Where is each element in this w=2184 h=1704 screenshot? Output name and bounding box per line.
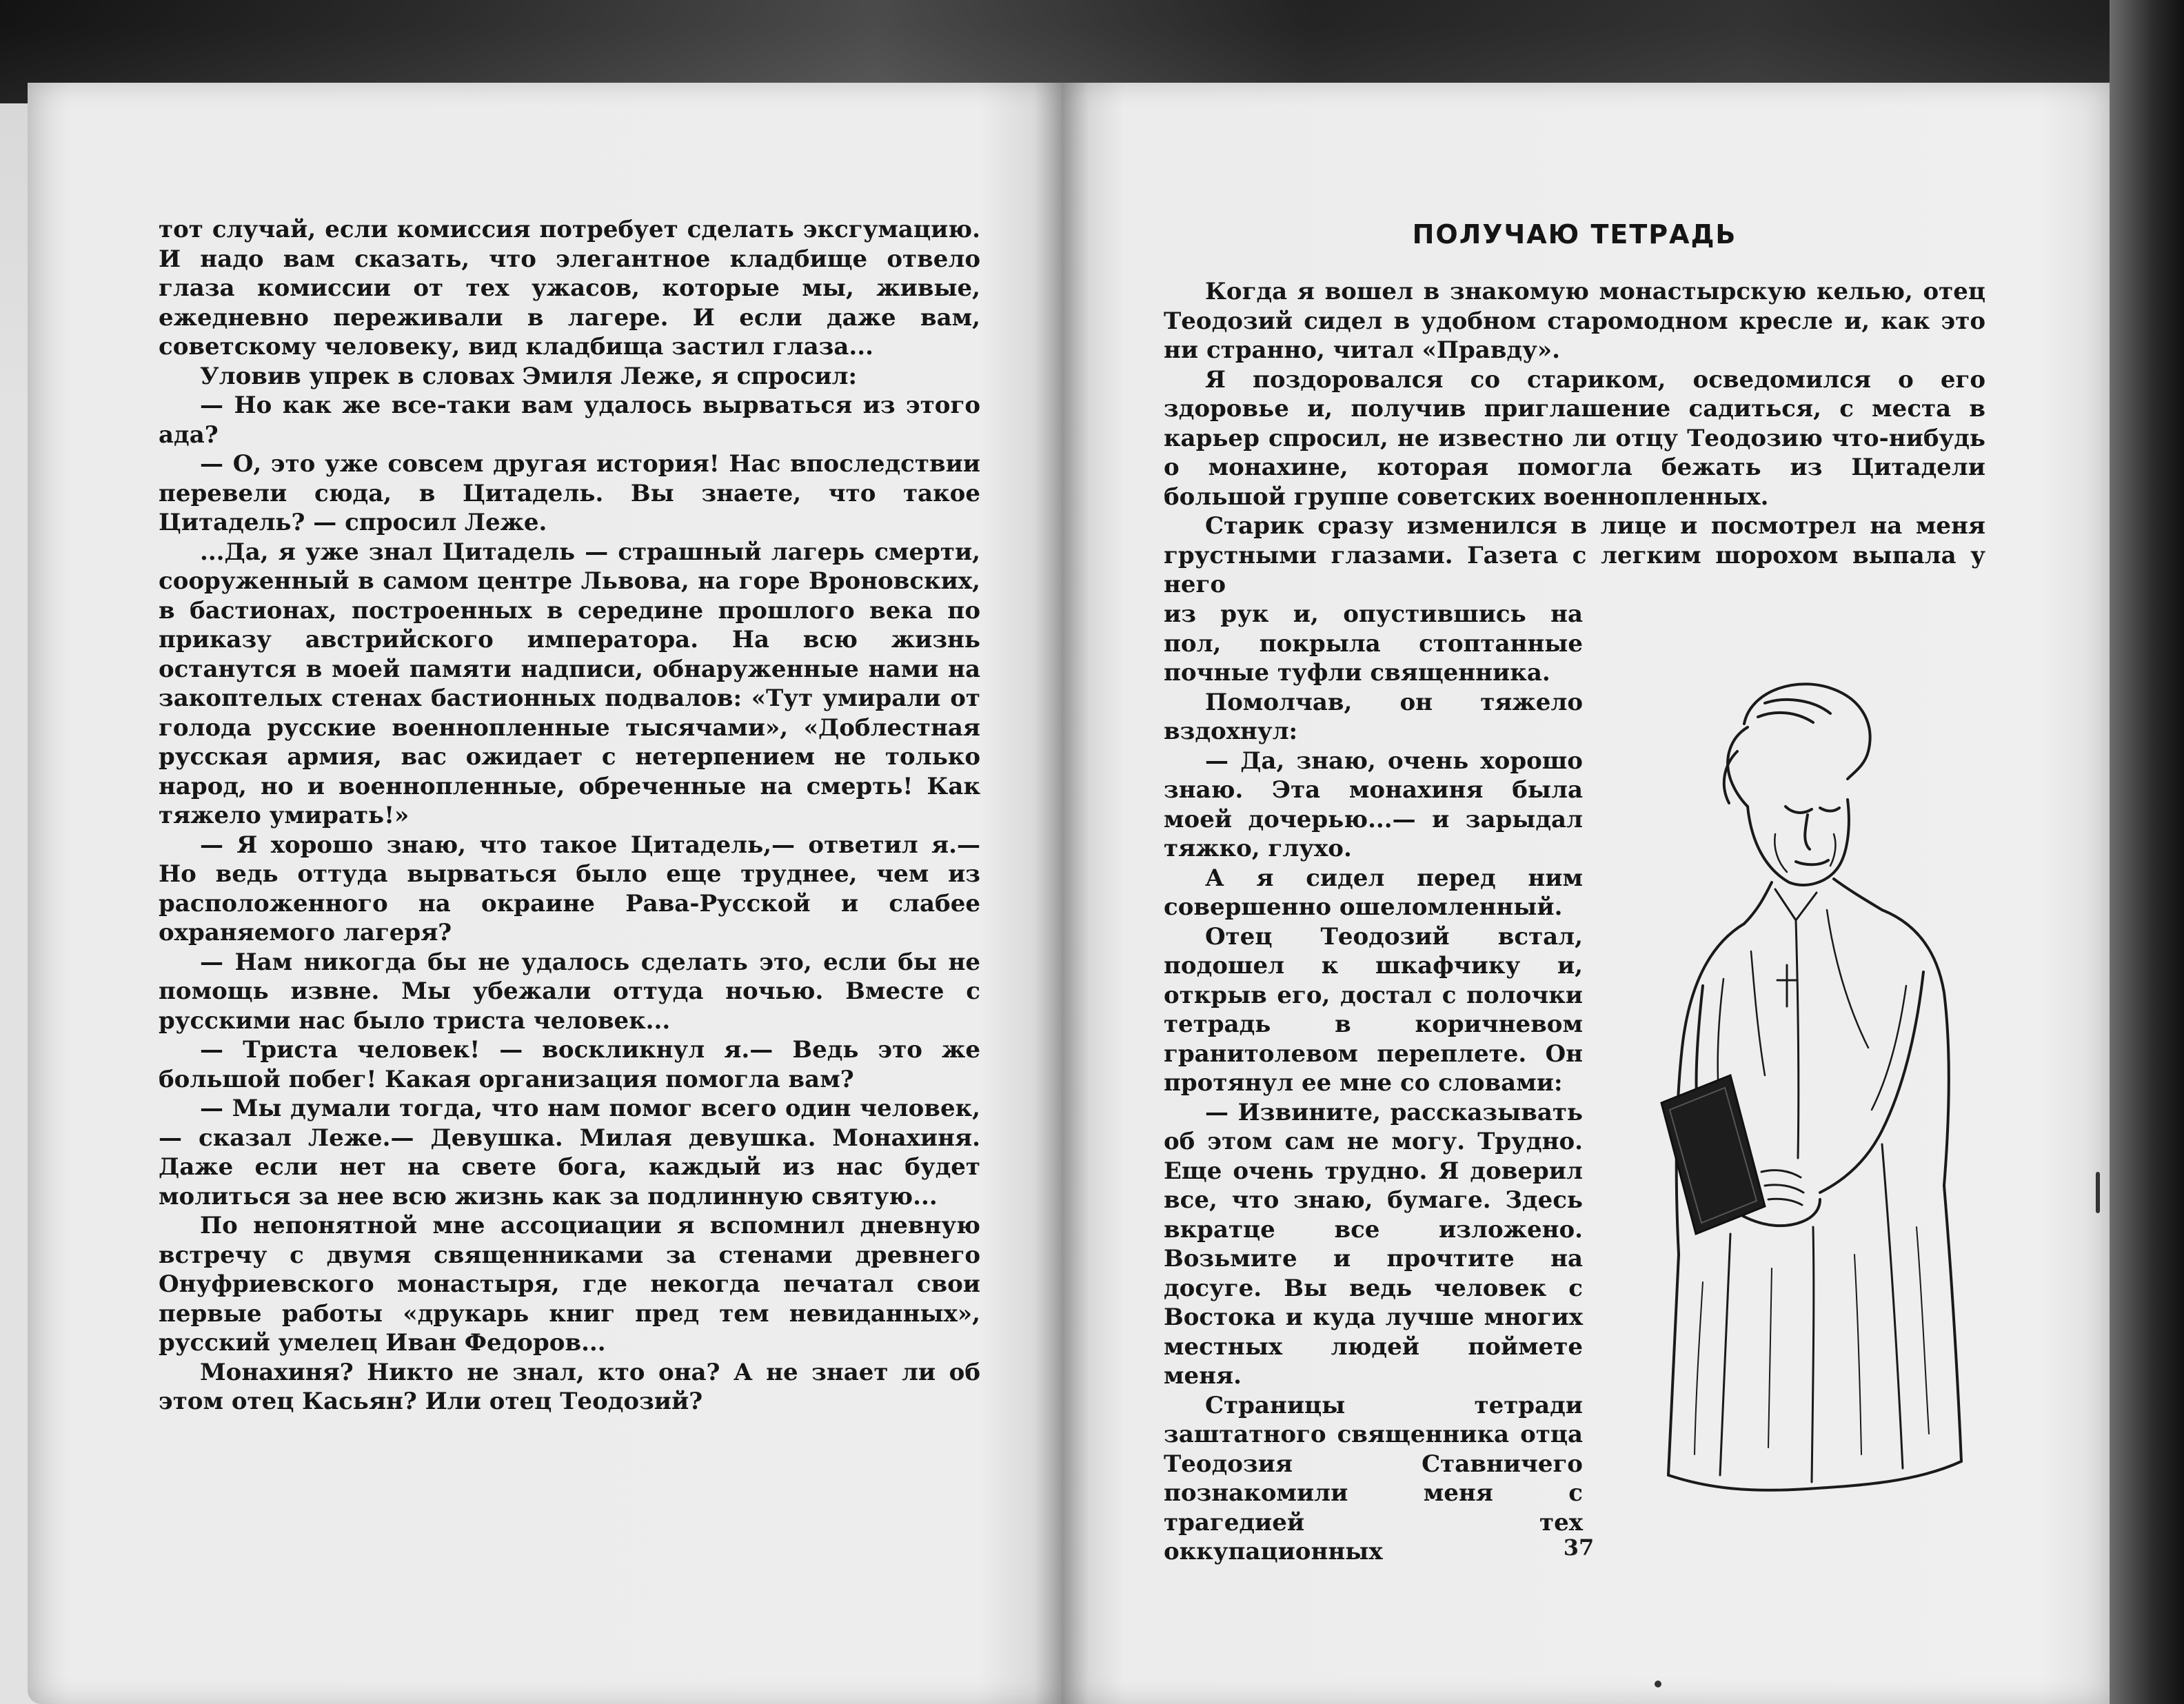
scan-speck — [1655, 1681, 1661, 1687]
scan-mark — [2096, 1172, 2100, 1213]
paragraph: Страницы тетради заштатного священника отца Теодозия Ставничего познакомили меня с трагедией тех оккупационных — [1164, 1391, 1583, 1565]
paragraph: — Я хорошо знаю, что такое Цитадель,— ответил я.— Но ведь оттуда вырваться было еще труднее, чем из расположенного на окраине Рава-Русской и слабее охраняемого лагеря? — [159, 831, 980, 946]
paragraph: По непонятной мне ассоциации я вспомнил дневную встречу с двумя священниками за стенами древнего Онуфриевского монастыря, где некогда печатал свои первые работы «друкарь книг пред тем невиданных», русский умелец Иван Федоров... — [159, 1212, 980, 1357]
paragraph: из рук и, опустившись на пол, покрыла стоптанные почные туфли священника. — [1164, 600, 1583, 687]
right-page-text-full-width — [1164, 277, 1985, 600]
page-number: 37 — [1563, 1534, 1595, 1561]
paragraph: Я поздоровался со стариком, осведомился о его здоровье и, получив приглашение садиться, с места в карьер спросил, не известно ли отцу Теодозию что-нибудь о монахине, которая помогла бежать из Цитадели большой группе советских военнопленных. — [1164, 365, 1985, 511]
paragraph: Отец Теодозий встал, подошел к шкафчику и, открыв его, достал с полочки тетрадь в коричневом гранитолевом переплете. Он протянул ее мне со словами: — [1164, 922, 1583, 1097]
paragraph: — Мы думали тогда, что нам помог всего один человек,— сказал Леже.— Девушка. Милая девушка. Монахиня. Даже если нет на свете бога, каждый из нас будет молиться за нее всю жизнь как за подлинную святую... — [159, 1095, 980, 1210]
paragraph: — О, это уже совсем другая история! Нас впоследствии перевели сюда, в Цитадель. Вы знаете, что такое Цитадель? — спросил Леже. — [159, 450, 980, 536]
paragraph: Помолчав, он тяжело вздохнул: — [1164, 688, 1583, 745]
paragraph: — Да, знаю, очень хорошо знаю. Эта монахиня была моей дочерью...— и зарыдал тяжко, глухо. — [1164, 747, 1583, 862]
paragraph: Уловив упрек в словах Эмиля Леже, я спросил: — [200, 362, 858, 390]
paragraph: — Но как же все-таки вам удалось вырваться из этого ада? — [159, 392, 980, 449]
paragraph: Старик сразу изменился в лице и посмотрел на меня грустными глазами. Газета с легким шорохом выпала у него — [1164, 512, 1985, 598]
paragraph: Когда я вошел в знакомую монастырскую келью, отец Теодозий сидел в удобном старомодном кресле и, как это ни странно, читал «Правду». — [1164, 278, 1985, 364]
right-page-text-narrow — [1164, 600, 1583, 1567]
paragraph: А я сидел перед ним совершенно ошеломленный. — [1164, 864, 1583, 921]
paragraph: ...Да, я уже знал Цитадель — страшный лагерь смерти, сооруженный в самом центре Львова, на горе Вроновских, в бастионах, построенных в середине прошлого века по приказу австрийского императора. На всю жизнь останутся в моей памяти надписи, обнаруженные нами на закоптелых стенах бастионных подвалов: «Тут умирали от голода русские военнопленные тысячами», «Доблестная русская армия, вас ожидает с нетерпением не только народ, но и военнопленные, обреченные на смерть! Как тяжело умирать!» — [159, 538, 980, 829]
paragraph: — Извините, рассказывать об этом сам не могу. Трудно. Еще очень трудно. Я доверил все, что знаю, бумаге. Здесь вкратце все изложено. Возьмите и прочтите на досуге. Вы ведь человек с Востока и куда лучше многих местных людей поймете меня. — [1164, 1098, 1583, 1390]
paragraph: Монахиня? Никто не знал, кто она? А не знает ли об этом отец Касьян? Или отец Теодозий? — [159, 1358, 980, 1415]
paragraph: — Триста человек! — воскликнул я.— Ведь это же большой побег! Какая организация помогла вам? — [159, 1036, 980, 1093]
paragraph: тот случай, если комиссия потребует сделать эксгумацию. И надо вам сказать, что элегантное кладбище отвело глаза комиссии от тех ужасов, которые мы, живые, ежедневно переживали в лагере. И если даже вам, советскому человеку, вид кладбища застил глаза... — [159, 216, 980, 361]
book-gutter — [1034, 83, 1089, 1704]
paragraph: — Нам никогда бы не удалось сделать это, если бы не помощь извне. Мы убежали оттуда ночью. Вместе с русскими нас было триста человек... — [159, 948, 980, 1035]
monk-with-notebook-drawing-icon — [1627, 662, 1985, 1517]
left-page-text — [159, 215, 980, 1417]
chapter-title: ПОЛУЧАЮ ТЕТРАДЬ — [1412, 219, 1737, 250]
scanner-edge — [2110, 0, 2184, 1704]
